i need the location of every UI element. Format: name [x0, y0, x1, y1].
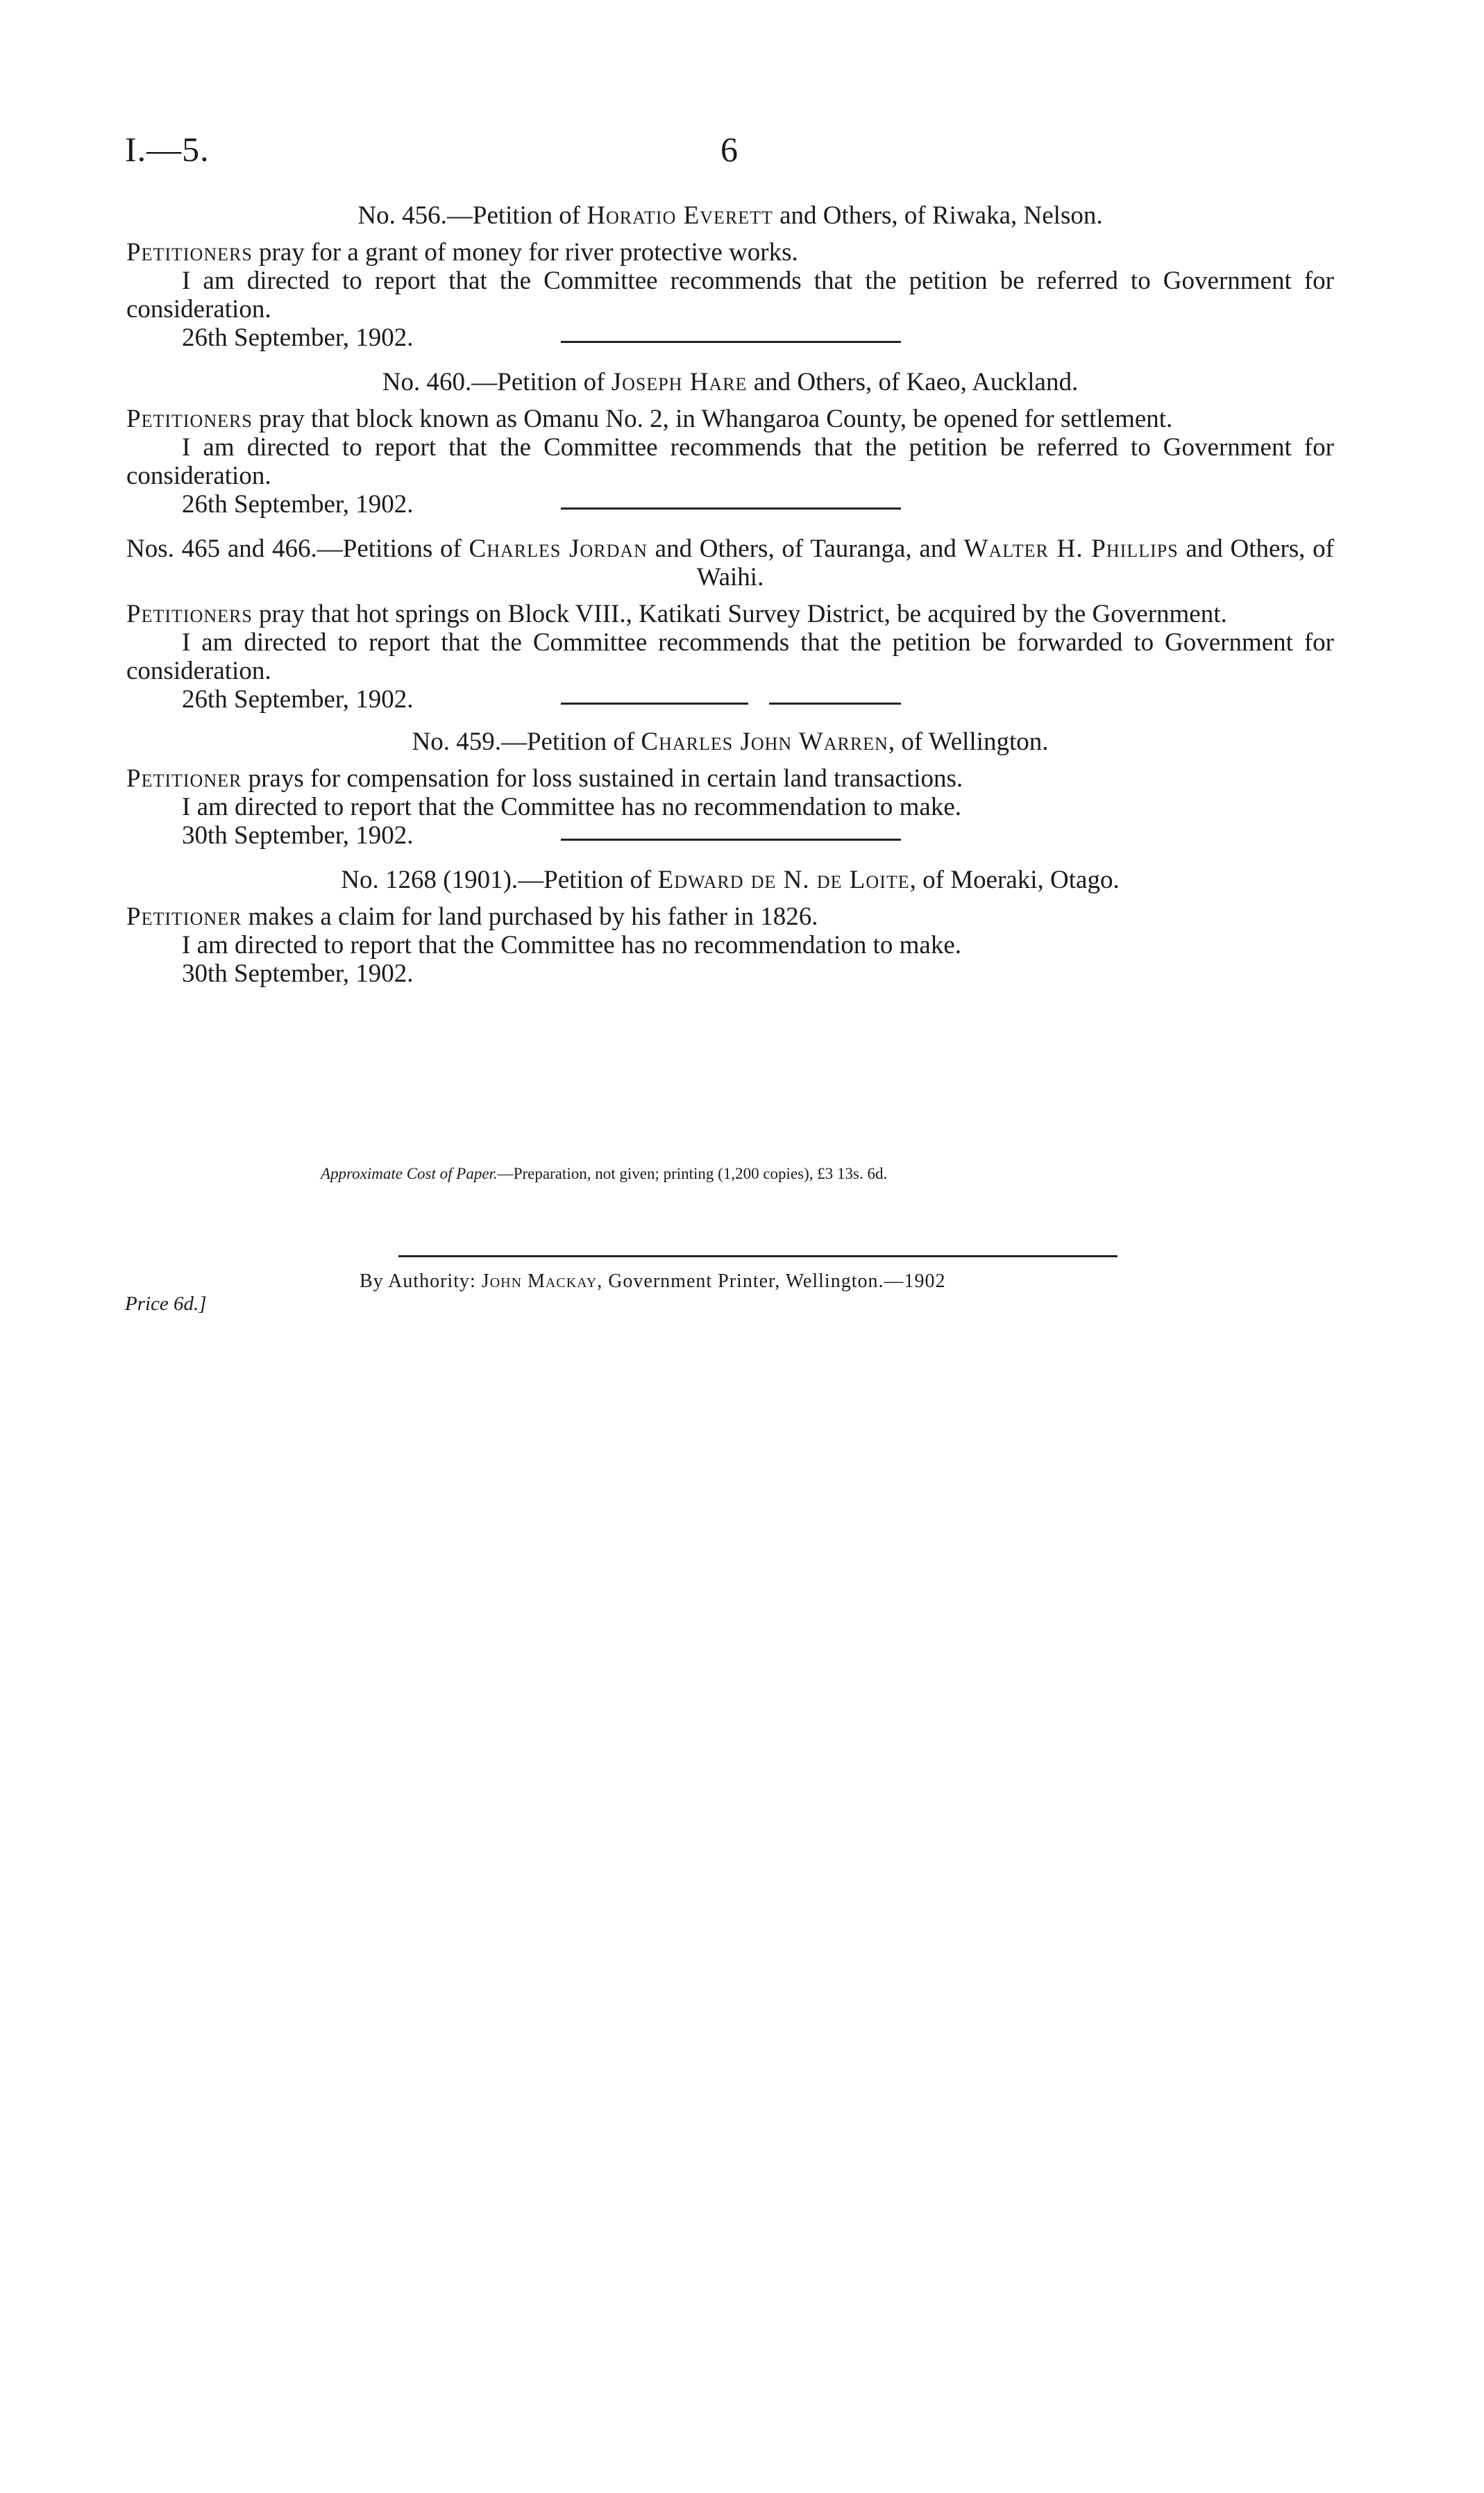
petition-report: I am directed to report that the Committee has no recommendation to make.: [182, 793, 962, 821]
petition-report: I am directed to report that the Committee recommends that the petition be referred to Government for consideration.: [126, 267, 1334, 324]
petition-title: No. 460.—Petition of Joseph Hare and Others, of Kaeo, Auckland.: [382, 368, 1079, 396]
petition-title: No. 456.—Petition of Horatio Everett and Others, of Riwaka, Nelson.: [357, 201, 1103, 230]
petition-465-466: [126, 535, 1334, 714]
petition-title: Nos. 465 and 466.—Petitions of Charles Jordan and Others, of Tauranga, and Walter H. Phillips and Others, of Waihi.: [126, 535, 1334, 591]
cost-of-paper: Approximate Cost of Paper.—Preparation, not given; printing (1,200 copies), £3 13s. 6d.: [321, 1165, 888, 1182]
petition-prayer: Petitioner makes a claim for land purchased by his father in 1826.: [126, 903, 818, 931]
petition-prayer: Petitioner prays for compensation for loss sustained in certain land transactions.: [126, 764, 963, 793]
petition-456: [126, 201, 1334, 352]
petition-date: 26th September, 1902.: [182, 324, 414, 352]
petition-prayer: Petitioners pray that block known as Omanu No. 2, in Whangaroa County, be opened for settlement.: [126, 405, 1173, 433]
petition-prayer: Petitioners pray for a grant of money for river protective works.: [126, 238, 798, 267]
page-number: 6: [720, 130, 738, 169]
price-label: Price 6d.]: [125, 1293, 207, 1315]
paper-number: I.—5.: [125, 130, 210, 169]
petition-prayer: Petitioners pray that hot springs on Block VIII., Katikati Survey District, be acquired by the Government.: [126, 600, 1227, 628]
section-divider: [561, 507, 901, 510]
petition-title: No. 1268 (1901).—Petition of Edward de N. de Loite, of Moeraki, Otago.: [341, 866, 1120, 894]
petition-459: [126, 728, 1334, 850]
section-divider: [561, 839, 901, 841]
printer-authority: By Authority: John Mackay, Government Printer, Wellington.—1902: [360, 1270, 946, 1292]
petitions-content: [126, 201, 1334, 988]
petition-title: No. 459.—Petition of Charles John Warren, of Wellington.: [412, 728, 1049, 756]
authority-divider: [398, 1255, 1118, 1257]
petition-report: I am directed to report that the Committee recommends that the petition be referred to Government for consideration.: [126, 433, 1334, 490]
petition-date: 26th September, 1902.: [182, 490, 414, 519]
petition-date: 30th September, 1902.: [182, 821, 414, 850]
petition-report: I am directed to report that the Committee has no recommendation to make.: [182, 931, 962, 959]
petition-date: 30th September, 1902.: [182, 959, 414, 988]
petition-date: 26th September, 1902.: [182, 685, 414, 714]
petition-report: I am directed to report that the Committee recommends that the petition be forwarded to Government for consideration.: [126, 628, 1334, 685]
petition-460: [126, 368, 1334, 519]
section-divider: [561, 341, 901, 343]
petition-1268: [126, 866, 1334, 988]
